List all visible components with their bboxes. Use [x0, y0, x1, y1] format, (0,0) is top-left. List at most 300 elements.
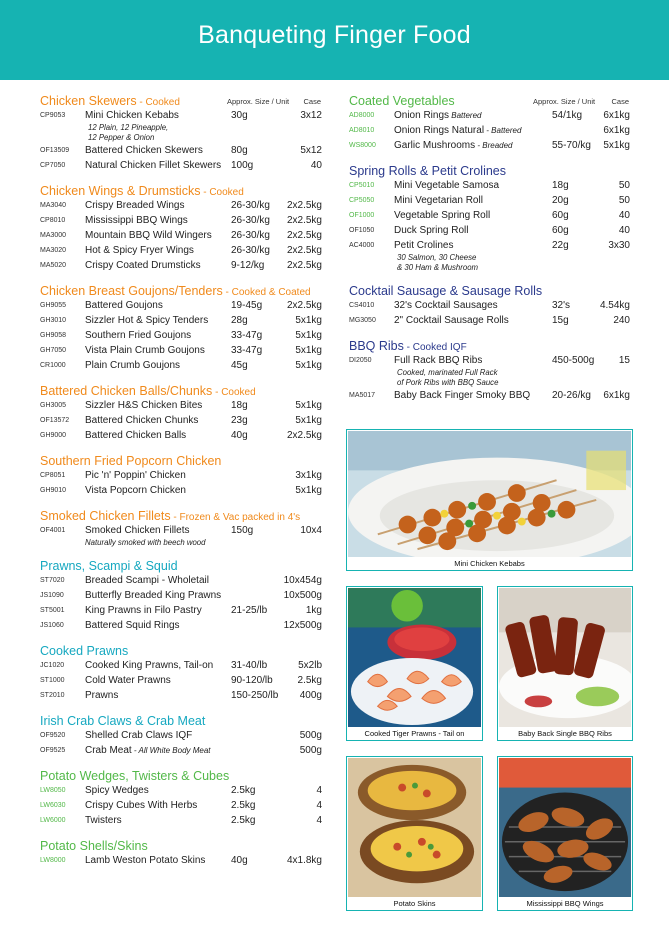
- product-size: 28g: [231, 315, 248, 326]
- product-row: [349, 123, 633, 138]
- product-size: 150-250/lb: [231, 690, 279, 701]
- product-code: CP5050: [349, 197, 375, 204]
- product-code: OF4001: [40, 527, 66, 534]
- product-size: 23g: [231, 415, 248, 426]
- section-header: [40, 382, 325, 398]
- product-size: 60g: [552, 225, 569, 236]
- column-header-case: Case: [303, 97, 321, 106]
- product-name-note: Battered: [449, 111, 482, 120]
- product-name: [85, 688, 118, 703]
- photo-caption: Baby Back Single BBQ Ribs: [518, 729, 612, 738]
- product-name-text: Vista Plain Crumb Goujons: [85, 345, 205, 356]
- product-code: GH3010: [40, 317, 67, 324]
- product-size: 33-47g: [231, 330, 263, 341]
- product-size: 26-30/kg: [231, 200, 270, 211]
- product-name: [394, 178, 499, 193]
- product-name: [85, 313, 208, 328]
- product-size: 55-70/kg: [552, 140, 591, 151]
- section-title: [40, 184, 244, 198]
- product-row: [40, 108, 325, 123]
- product-size: 80g: [231, 145, 248, 156]
- product-name: [85, 143, 203, 158]
- product-section: [40, 557, 325, 633]
- product-case: 10x500g: [283, 590, 322, 601]
- section-title-text: Chicken Wings & Drumsticks: [40, 184, 201, 198]
- product-row: [349, 223, 633, 238]
- product-case: 5x1kg: [295, 345, 322, 356]
- product-name-text: Breaded Scampi - Wholetail: [85, 575, 209, 586]
- product-note: of Pork Ribs with BBQ Sauce: [397, 378, 499, 387]
- product-name-text: Battered Goujons: [85, 300, 163, 311]
- product-case: 12x500g: [283, 620, 322, 631]
- product-row: [40, 258, 325, 273]
- section-title: [40, 839, 148, 853]
- product-size: 40g: [231, 855, 248, 866]
- product-name: [85, 588, 221, 603]
- product-name: [85, 328, 191, 343]
- product-row: [349, 353, 633, 368]
- product-row: [40, 618, 325, 633]
- product-case: 15: [618, 355, 630, 366]
- product-name-text: Plain Crumb Goujons: [85, 360, 181, 371]
- product-case: 2x2.5kg: [286, 230, 322, 241]
- product-case: 40: [618, 225, 630, 236]
- product-name-text: Lamb Weston Potato Skins: [85, 855, 206, 866]
- product-code: JC1020: [40, 662, 65, 669]
- product-row: [40, 298, 325, 313]
- product-name-text: Pic 'n' Poppin' Chicken: [85, 470, 186, 481]
- product-code: GH3005: [40, 402, 67, 409]
- product-case: 2x2.5kg: [286, 430, 322, 441]
- product-case: 5x2lb: [298, 660, 322, 671]
- right-column: [349, 92, 633, 412]
- product-name: [85, 413, 198, 428]
- product-code: GH9058: [40, 332, 67, 339]
- product-section: [349, 92, 633, 153]
- product-name: [85, 243, 194, 258]
- product-name-text: Battered Squid Rings: [85, 620, 180, 631]
- section-title: [40, 94, 180, 108]
- product-name-text: Crab Meat: [85, 745, 132, 756]
- product-size: 90-120/lb: [231, 675, 273, 686]
- product-code: MA3040: [40, 202, 67, 209]
- product-case: 5x12: [300, 145, 322, 156]
- product-name: [85, 298, 163, 313]
- product-note: 12 Pepper & Onion: [88, 133, 155, 142]
- product-row: [40, 658, 325, 673]
- product-row: [40, 313, 325, 328]
- product-code: GH9010: [40, 487, 67, 494]
- product-code: LW6000: [40, 817, 66, 824]
- product-code: CR1000: [40, 362, 66, 369]
- product-code: DI2050: [349, 357, 372, 364]
- product-row: [40, 813, 325, 828]
- product-name-text: Hot & Spicy Fryer Wings: [85, 245, 194, 256]
- product-name-text: Mini Chicken Kebabs: [85, 110, 179, 121]
- product-case: 10x454g: [283, 575, 322, 586]
- photo-caption: Cooked Tiger Prawns - Tail on: [364, 729, 465, 738]
- product-name: [394, 353, 482, 368]
- product-code: OF13509: [40, 147, 70, 154]
- product-name-text: Mini Vegetable Samosa: [394, 180, 500, 191]
- product-size: 20g: [552, 195, 569, 206]
- product-name-text: Crispy Cubes With Herbs: [85, 800, 198, 811]
- photo-potato-skins: [346, 756, 483, 911]
- product-name: [85, 813, 122, 828]
- product-case: 3x1kg: [295, 470, 322, 481]
- product-name-text: Mississippi BBQ Wings: [85, 215, 188, 226]
- product-row: [40, 798, 325, 813]
- product-size: 19-45g: [231, 300, 263, 311]
- product-case: 4.54kg: [599, 300, 630, 311]
- section-title-text: Cocktail Sausage & Sausage Rolls: [349, 284, 543, 298]
- product-case: 4x1.8kg: [286, 855, 322, 866]
- section-title-text: Chicken Skewers: [40, 94, 137, 108]
- product-row: [40, 728, 325, 743]
- product-row: [349, 313, 633, 328]
- product-code: MA3020: [40, 247, 67, 254]
- section-header: [40, 642, 325, 658]
- product-code: JS1090: [40, 592, 64, 599]
- product-case: 5x1kg: [295, 400, 322, 411]
- product-name-text: Petit Crolines: [394, 240, 454, 251]
- product-row: [349, 108, 633, 123]
- product-name: [85, 213, 188, 228]
- product-name-text: Battered Chicken Skewers: [85, 145, 203, 156]
- column-header-size: Approx. Size / Unit: [227, 97, 290, 106]
- product-code: WS8000: [349, 142, 376, 149]
- section-title-text: BBQ Ribs: [349, 339, 404, 353]
- product-case: 2x2.5kg: [286, 260, 322, 271]
- product-name-note: - Breaded: [475, 141, 513, 150]
- product-name: [85, 108, 179, 123]
- product-code: GH9000: [40, 432, 67, 439]
- product-section: [40, 452, 325, 498]
- product-row: [40, 573, 325, 588]
- product-size: 2.5kg: [231, 815, 256, 826]
- product-name-text: Sizzler Hot & Spicy Tenders: [85, 315, 209, 326]
- section-subtitle: - Cooked & Coated: [222, 287, 311, 298]
- section-header: [40, 507, 325, 523]
- product-name: [394, 123, 521, 138]
- product-size: 54/1kg: [552, 110, 583, 121]
- product-name: [85, 783, 149, 798]
- product-name: [85, 468, 186, 483]
- photo-mississippi-bbq-wings: [497, 756, 633, 911]
- product-row: [40, 398, 325, 413]
- product-size: 40g: [231, 430, 248, 441]
- section-subtitle: - Cooked: [212, 387, 256, 398]
- product-row: [40, 143, 325, 158]
- product-code: CP8010: [40, 217, 66, 224]
- product-name-text: Southern Fried Goujons: [85, 330, 192, 341]
- product-name-text: Mini Vegetarian Roll: [394, 195, 483, 206]
- photo-mini-chicken-kebabs: [346, 429, 633, 571]
- product-name-text: Prawns: [85, 690, 119, 701]
- product-case: 50: [618, 180, 630, 191]
- section-title: [40, 714, 205, 728]
- product-case: 4: [316, 785, 322, 796]
- product-case: 400g: [299, 690, 322, 701]
- product-name: [394, 193, 483, 208]
- product-size: 31-40/lb: [231, 660, 268, 671]
- product-name-text: Garlic Mushrooms: [394, 140, 476, 151]
- product-code: JS1060: [40, 622, 64, 629]
- product-name-text: Twisters: [85, 815, 122, 826]
- product-name-text: Onion Rings Natural: [394, 125, 485, 136]
- product-note: Cooked, marinated Full Rack: [397, 368, 498, 377]
- product-row: [349, 388, 633, 403]
- product-row: [40, 328, 325, 343]
- product-name-text: Sizzler H&S Chicken Bites: [85, 400, 203, 411]
- product-case: 5x1kg: [295, 485, 322, 496]
- product-case: 5x1kg: [295, 360, 322, 371]
- section-title-text: Cooked Prawns: [40, 644, 129, 658]
- product-name-text: 32's Cocktail Sausages: [394, 300, 498, 311]
- product-case: 40: [618, 210, 630, 221]
- product-case: 5x1kg: [295, 315, 322, 326]
- product-name: [85, 728, 192, 743]
- product-size: 30g: [231, 110, 248, 121]
- product-name-text: Battered Chicken Chunks: [85, 415, 199, 426]
- product-name-text: Vegetable Spring Roll: [394, 210, 491, 221]
- product-code: ST5001: [40, 607, 65, 614]
- section-header: [349, 337, 633, 353]
- product-name-text: Butterfly Breaded King Prawns: [85, 590, 222, 601]
- product-size: 26-30/kg: [231, 245, 270, 256]
- product-size: 15g: [552, 315, 569, 326]
- product-code: OF9525: [40, 747, 66, 754]
- product-case: 3x12: [300, 110, 322, 121]
- section-title-text: Spring Rolls & Petit Crolines: [349, 164, 507, 178]
- product-section: [349, 337, 633, 403]
- product-size: 2.5kg: [231, 800, 256, 811]
- product-name-text: Vista Popcorn Chicken: [85, 485, 186, 496]
- product-name: [85, 658, 213, 673]
- product-name: [85, 798, 197, 813]
- product-name-text: Smoked Chicken Fillets: [85, 525, 190, 536]
- product-name: [85, 158, 221, 173]
- product-code: LW6030: [40, 802, 66, 809]
- product-case: 5x1kg: [295, 330, 322, 341]
- section-title: [40, 454, 221, 468]
- product-name: [85, 358, 180, 373]
- product-case: 50: [618, 195, 630, 206]
- product-row: [40, 483, 325, 498]
- product-code: LW8050: [40, 787, 66, 794]
- product-size: 45g: [231, 360, 248, 371]
- section-header: [40, 767, 325, 783]
- product-row: [40, 413, 325, 428]
- product-row: [349, 298, 633, 313]
- product-case: 500g: [299, 730, 322, 741]
- product-name: [85, 398, 202, 413]
- product-section: [349, 162, 633, 273]
- section-header: [40, 92, 325, 108]
- product-row: [40, 853, 325, 868]
- product-code: ST7020: [40, 577, 65, 584]
- product-section: [40, 712, 325, 758]
- product-row: [349, 208, 633, 223]
- product-row: [40, 213, 325, 228]
- section-subtitle: - Cooked IQF: [403, 342, 467, 353]
- product-case: 40: [310, 160, 322, 171]
- section-subtitle: - Frozen & Vac packed in 4's: [170, 512, 301, 523]
- product-name: [394, 313, 509, 328]
- product-case: 500g: [299, 745, 322, 756]
- section-title: [349, 284, 542, 298]
- product-case: 240: [613, 315, 630, 326]
- product-code: ST1000: [40, 677, 65, 684]
- product-size: 100g: [231, 160, 254, 171]
- section-title-text: Smoked Chicken Fillets: [40, 509, 171, 523]
- product-name-text: Duck Spring Roll: [394, 225, 469, 236]
- product-section: [40, 767, 325, 828]
- product-section: [349, 282, 633, 328]
- product-code: MA5017: [349, 392, 376, 399]
- product-size: 33-47g: [231, 345, 263, 356]
- product-name: [85, 523, 189, 538]
- product-code: OF1000: [349, 212, 375, 219]
- product-name: [394, 108, 482, 123]
- product-name-text: King Prawns in Filo Pastry: [85, 605, 202, 616]
- product-row: [40, 603, 325, 618]
- left-column: [40, 92, 325, 877]
- product-row: [40, 688, 325, 703]
- column-header-size: Approx. Size / Unit: [533, 97, 596, 106]
- product-row: [40, 588, 325, 603]
- product-code: CS4010: [349, 302, 375, 309]
- product-name-note: - All White Body Meat: [131, 746, 211, 755]
- product-name-text: Onion Rings: [394, 110, 450, 121]
- product-case: 6x1kg: [603, 125, 630, 136]
- section-title-text: Coated Vegetables: [349, 94, 455, 108]
- product-row: [349, 178, 633, 193]
- product-name-text: Full Rack BBQ Ribs: [394, 355, 483, 366]
- product-name-text: 2" Cocktail Sausage Rolls: [394, 315, 509, 326]
- product-code: OF1050: [349, 227, 375, 234]
- product-row: [40, 243, 325, 258]
- product-section: [40, 282, 325, 373]
- product-name: [85, 343, 205, 358]
- product-code: CP9053: [40, 112, 66, 119]
- section-title: [349, 164, 506, 178]
- product-row: [349, 193, 633, 208]
- product-note: 12 Plain, 12 Pineapple,: [88, 123, 169, 132]
- product-section: [40, 92, 325, 173]
- product-case: 2x2.5kg: [286, 245, 322, 256]
- product-size: 32's: [552, 300, 571, 311]
- product-name: [394, 238, 453, 253]
- product-code: GH9055: [40, 302, 67, 309]
- section-subtitle: - Cooked: [136, 97, 180, 108]
- product-row: [40, 783, 325, 798]
- photo-baby-back-ribs: [497, 586, 633, 741]
- product-name: [85, 198, 184, 213]
- photo-cooked-tiger-prawns: [346, 586, 483, 741]
- section-title-text: Prawns, Scampi & Squid: [40, 559, 178, 573]
- product-name: [85, 743, 211, 758]
- section-title-text: Potato Shells/Skins: [40, 839, 148, 853]
- photo-caption: Mississippi BBQ Wings: [526, 899, 604, 908]
- product-size: 20-26/kg: [552, 390, 591, 401]
- section-title: [40, 384, 256, 398]
- product-name-text: Baby Back Finger Smoky BBQ: [394, 390, 531, 401]
- product-size: 26-30/kg: [231, 215, 270, 226]
- product-name: [85, 618, 180, 633]
- product-name: [85, 603, 202, 618]
- section-header: [349, 282, 633, 298]
- section-header: [40, 282, 325, 298]
- product-name: [394, 223, 468, 238]
- product-name-text: Natural Chicken Fillet Skewers: [85, 160, 222, 171]
- product-name-text: Spicy Wedges: [85, 785, 149, 796]
- product-case: 3x30: [608, 240, 630, 251]
- product-name: [85, 483, 186, 498]
- product-case: 2.5kg: [297, 675, 322, 686]
- photo-caption: Mini Chicken Kebabs: [454, 559, 525, 568]
- product-size: 9-12/kg: [231, 260, 265, 271]
- product-name: [85, 853, 205, 868]
- product-row: [349, 138, 633, 153]
- product-name: [85, 573, 209, 588]
- product-name: [85, 258, 201, 273]
- product-row: [40, 228, 325, 243]
- product-code: OF9520: [40, 732, 66, 739]
- product-case: 2x2.5kg: [286, 200, 322, 211]
- product-code: CP7050: [40, 162, 66, 169]
- product-size: 22g: [552, 240, 569, 251]
- section-title: [40, 644, 128, 658]
- section-title: [40, 509, 300, 523]
- product-name: [85, 428, 186, 443]
- section-title-text: Potato Wedges, Twisters & Cubes: [40, 769, 230, 783]
- product-name-text: Crispy Coated Drumsticks: [85, 260, 201, 271]
- page-header: [0, 0, 669, 80]
- product-name: [394, 298, 498, 313]
- product-case: 4: [316, 800, 322, 811]
- section-header: [40, 557, 325, 573]
- product-name: [85, 673, 171, 688]
- product-code: AD8010: [349, 127, 375, 134]
- photo-caption: Potato Skins: [393, 899, 436, 908]
- section-title: [40, 559, 178, 573]
- product-row: [40, 343, 325, 358]
- product-size: 26-30/kg: [231, 230, 270, 241]
- product-row: [40, 198, 325, 213]
- product-section: [40, 507, 325, 548]
- product-code: AC4000: [349, 242, 375, 249]
- product-note: 30 Salmon, 30 Cheese: [397, 253, 477, 262]
- product-row: [40, 428, 325, 443]
- product-size: 18g: [231, 400, 248, 411]
- product-case: 5x1kg: [603, 140, 630, 151]
- product-case: 4: [316, 815, 322, 826]
- section-title-text: Southern Fried Popcorn Chicken: [40, 454, 222, 468]
- section-header: [40, 452, 325, 468]
- product-name-text: Cold Water Prawns: [85, 675, 171, 686]
- product-row: [40, 158, 325, 173]
- product-code: MA3000: [40, 232, 67, 239]
- product-case: 5x1kg: [295, 415, 322, 426]
- section-header: [349, 162, 633, 178]
- product-note: & 30 Ham & Mushroom: [397, 263, 479, 272]
- product-row: [40, 358, 325, 373]
- section-title: [40, 284, 311, 298]
- product-case: 10x4: [300, 525, 322, 536]
- product-row: [40, 673, 325, 688]
- section-title: [349, 94, 455, 108]
